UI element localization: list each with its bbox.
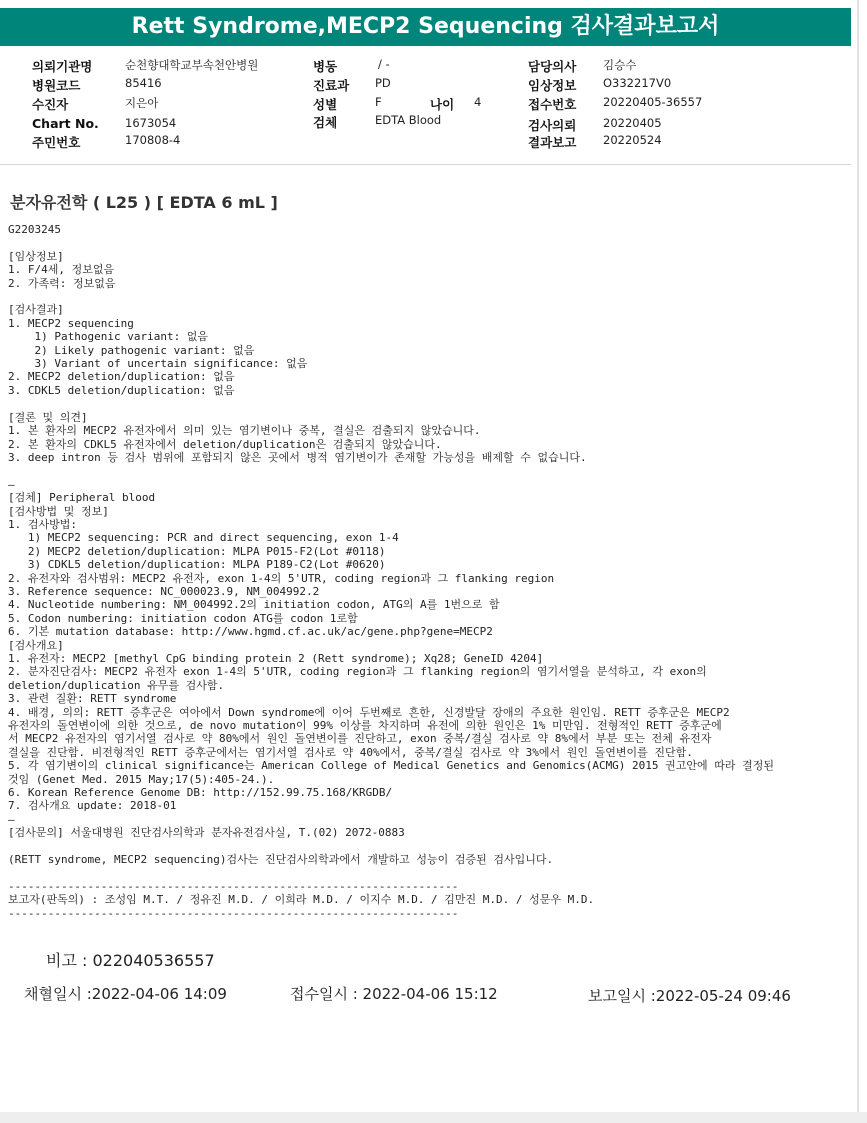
header-label-request-date: 검사의뢰 — [528, 118, 577, 133]
body-line: (RETT syndrome, MECP2 sequencing)검사는 진단검사의학과에서 개발하고 성능이 검증된 검사입니다. — [8, 853, 554, 867]
body-line: 3) CDKL5 deletion/duplication: MLPA P189-C2(Lot #0620) — [8, 558, 386, 572]
header-label-patient: 수진자 — [32, 97, 69, 112]
body-line: [검사문의] 서울대병원 진단검사의학과 분자유전검사실, T.(02) 2072-0883 — [8, 826, 405, 840]
body-line: 1. F/4세, 정보없음 — [8, 263, 115, 277]
header-label-clinical-info: 임상정보 — [528, 78, 577, 93]
body-line: 7. 검사개요 update: 2018-01 — [8, 799, 177, 813]
body-line: 2. 가족력: 정보없음 — [8, 276, 116, 290]
page-bottom-bar — [0, 1112, 867, 1123]
footer-reported-time: 보고일시 :2022-05-24 09:46 — [588, 987, 791, 1005]
body-line: 2) MECP2 deletion/duplication: MLPA P015-F2(Lot #0118) — [8, 544, 386, 558]
body-line: 3. 관련 질환: RETT syndrome — [8, 692, 177, 706]
body-line: — — [8, 477, 15, 491]
body-line: 결실을 진단함. 비전형적인 RETT 증후군에서는 염기서열 검사로 약 40%에서, 중복/결실 검사로 약 3%에서 원인 돌연변이를 진단함. — [8, 745, 693, 759]
report-header — [0, 48, 851, 165]
header-value-ward: / - — [378, 57, 390, 71]
body-line: 2. 유전자와 검사범위: MECP2 유전자, exon 1-4의 5'UTR, coding region과 그 flanking region — [8, 571, 555, 585]
body-line — [8, 867, 848, 880]
body-line — [8, 464, 848, 477]
body-line: 5. 각 염기변이의 clinical significance는 American College of Medical Genetics and Genomics(ACMG) 2015 권고안에 따라 결정된 — [8, 759, 775, 773]
body-line: 1. MECP2 sequencing — [8, 316, 134, 330]
header-label-accession-no: 접수번호 — [528, 97, 577, 112]
header-value-resident-no: 170808-4 — [125, 133, 181, 147]
body-line: — — [8, 812, 15, 826]
header-label-age: 나이 — [430, 97, 455, 112]
body-line: 유전자의 돌연변이에 의한 것으로, de novo mutation이 99% 이상를 차지하며 유전에 의한 원인은 1% 미만임. 전형적인 RETT 증후군에 — [8, 719, 722, 733]
body-line: deletion/duplication 유무를 검사함. — [8, 678, 225, 692]
body-line: G2203245 — [8, 223, 61, 236]
body-line: 2) Likely pathogenic variant: 없음 — [8, 343, 255, 357]
body-line: 4. 배경, 의의: RETT 증후군은 여아에서 Down syndrome에 이어 두번째로 흔한, 신경발달 장애의 주요한 원인임. RETT 증후군은 MECP2 — [8, 705, 730, 719]
header-value-physician: 김승수 — [603, 58, 637, 72]
body-line: 5. Codon numbering: initiation codon ATG를 codon 1로함 — [8, 611, 358, 625]
body-line: 3. CDKL5 deletion/duplication: 없음 — [8, 383, 235, 397]
header-label-sex: 성별 — [313, 97, 338, 112]
header-value-chart-no: 1673054 — [125, 116, 177, 130]
body-line: 4. Nucleotide numbering: NM_004992.2의 initiation codon, ATG의 A를 1번으로 함 — [8, 598, 500, 612]
header-label-specimen: 검체 — [313, 115, 338, 130]
header-label-resident-no: 주민번호 — [32, 135, 81, 150]
footer-collected-time: 채혈일시 :2022-04-06 14:09 — [24, 985, 227, 1003]
header-label-department: 진료과 — [313, 78, 350, 93]
header-value-report-date: 20220524 — [603, 133, 662, 147]
body-line: 1. 본 환자의 MECP2 유전자에서 의미 있는 염기변이나 중복, 결실은 검출되지 않았습니다. — [8, 424, 481, 438]
header-value-request-date: 20220405 — [603, 116, 662, 130]
body-line: 3) Variant of uncertain significance: 없음 — [8, 357, 308, 371]
header-value-department: PD — [375, 76, 391, 90]
body-line: 2. MECP2 deletion/duplication: 없음 — [8, 370, 235, 384]
header-value-accession-no: 20220405-36557 — [603, 95, 703, 109]
body-line: [검사결과] — [8, 303, 64, 317]
body-line: -------------------------------------------------------------------- — [8, 906, 459, 920]
section-title: 분자유전학 ( L25 ) [ EDTA 6 mL ] — [10, 193, 278, 212]
header-label-chart-no: Chart No. — [32, 116, 99, 131]
body-line: 1) MECP2 sequencing: PCR and direct sequencing, exon 1-4 — [8, 531, 399, 545]
body-line — [8, 236, 848, 249]
report-body — [8, 223, 848, 920]
header-value-hospital-code: 85416 — [125, 76, 162, 90]
header-label-report-date: 결과보고 — [528, 135, 577, 150]
body-line — [8, 290, 848, 303]
body-line: [검사방법 및 정보] — [8, 504, 109, 518]
header-value-sex: F — [375, 95, 382, 109]
header-label-institution: 의뢰기관명 — [32, 59, 93, 74]
header-label-hospital-code: 병원코드 — [32, 78, 81, 93]
footer-received-time: 접수일시 : 2022-04-06 15:12 — [290, 985, 498, 1003]
body-line: 서 MECP2 유전자의 염기서열 검사로 약 80%에서 원인 돌연변이를 진단하고, exon 중복/결실 검사로 약 8%에서 부분 또는 전체 유전자 — [8, 732, 712, 746]
body-line: 것임 (Genet Med. 2015 May;17(5):405-24.). — [8, 772, 275, 786]
body-line: 6. Korean Reference Genome DB: http://152.99.75.168/KRGDB/ — [8, 786, 393, 800]
body-line: [임상정보] — [8, 249, 64, 263]
header-value-patient: 지은아 — [125, 96, 159, 110]
footer-note: 비고 : 022040536557 — [46, 951, 215, 970]
body-line: [검체] Peripheral blood — [8, 491, 156, 505]
body-line: [결론 및 의견] — [8, 410, 88, 424]
body-line: 3. Reference sequence: NC_000023.9, NM_004992.2 — [8, 584, 320, 598]
body-line: [검사개요] — [8, 638, 64, 652]
body-line: 1. 유전자: MECP2 [methyl CpG binding protein 2 (Rett syndrome); Xq28; GeneID 4204] — [8, 652, 544, 665]
header-label-physician: 담당의사 — [528, 59, 577, 74]
header-value-institution: 순천향대학교부속천안병원 — [125, 58, 259, 72]
body-line: 1. 검사방법: — [8, 517, 77, 531]
body-line: 3. deep intron 등 검사 범위에 포함되지 않은 곳에서 병적 염기변이가 존재할 가능성을 배제할 수 없습니다. — [8, 450, 587, 464]
header-value-specimen: EDTA Blood — [375, 113, 442, 127]
report-title: Rett Syndrome,MECP2 Sequencing 검사결과보고서 — [0, 8, 851, 46]
body-line: 2. 분자진단검사: MECP2 유전자 exon 1-4의 5'UTR, coding region과 그 flanking region의 염기서열을 분석하고, 각 exon의 — [8, 665, 707, 679]
body-line: -------------------------------------------------------------------- — [8, 879, 459, 893]
body-line: 2. 본 환자의 CDKL5 유전자에서 deletion/duplication은 검출되지 않았습니다. — [8, 437, 442, 451]
body-line: 6. 기본 mutation database: http://www.hgmd.cf.ac.uk/ac/gene.php?gene=MECP2 — [8, 625, 493, 639]
header-value-clinical-info: O332217V0 — [603, 76, 672, 90]
page-edge-rule — [857, 0, 859, 1123]
header-value-age: 4 — [474, 95, 482, 109]
body-line: 보고자(판독의) : 조성임 M.T. / 정유진 M.D. / 이희라 M.D. / 이지수 M.D. / 김만진 M.D. / 성문우 M.D. — [8, 893, 595, 907]
header-label-ward: 병동 — [313, 59, 338, 74]
body-line — [8, 840, 848, 853]
body-line: 1) Pathogenic variant: 없음 — [8, 330, 209, 344]
body-line — [8, 397, 848, 410]
